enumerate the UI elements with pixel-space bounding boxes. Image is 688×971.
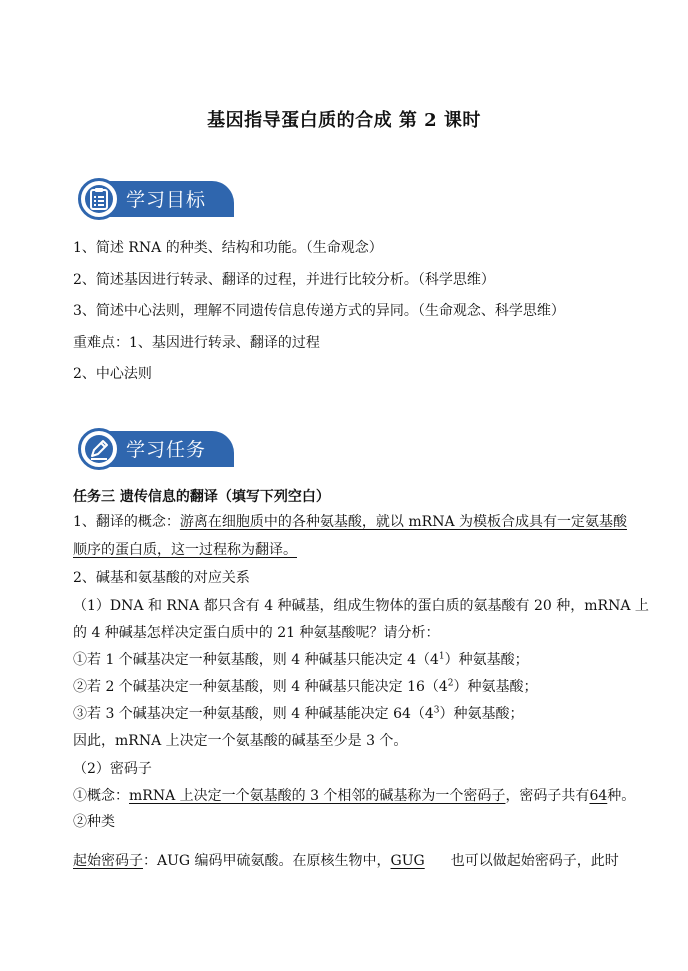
- codon-heading: （2）密码子: [73, 761, 152, 777]
- page-title: 基因指导蛋白质的合成 第 2 课时: [207, 110, 481, 131]
- task3-heading: 任务三 遗传信息的翻译（填写下列空白）: [73, 489, 330, 505]
- start-codon-label: 起始密码子: [73, 853, 143, 869]
- question-line-1: （1）DNA 和 RNA 都只含有 4 种碱基，组成生物体的蛋白质的氨基酸有 20 种，mRNA 上: [73, 598, 649, 614]
- case-2: ②若 2 个碱基决定一种氨基酸，则 4 种碱基只能决定 $16(4^2)$种氨基酸；: [73, 678, 538, 695]
- definition-answer-cont: 顺序的蛋白质，这一过程称为翻译。: [73, 542, 297, 558]
- tasks-banner: [78, 428, 234, 470]
- clipboard-icon: [88, 187, 110, 211]
- goal-1: 1、简述 RNA 的种类、结构和功能。（生命观念）: [73, 240, 383, 256]
- key-point-2: 2、中心法则: [73, 366, 152, 382]
- case-3: ③若 3 个碱基决定一种氨基酸，则 4 种碱基能决定 $64(4^3)$种氨基酸；: [73, 705, 524, 722]
- codon-count: 64: [589, 788, 608, 804]
- start-codon: 起始密码子：AUG 编码甲硫氨酸。在原核生物中，GUG 也可以做起始密码子，此时: [73, 853, 619, 869]
- conclusion: 因此，mRNA 上决定一个氨基酸的碱基至少是 3 个。: [73, 733, 408, 749]
- goal-3: 3、简述中心法则，理解不同遗传信息传递方式的异同。（生命观念、科学思维）: [73, 303, 565, 319]
- case-1: ①若 1 个碱基决定一种氨基酸，则 4 种碱基只能决定 $4(4^1)$种氨基酸；: [73, 651, 529, 668]
- gug-answer: GUG: [390, 853, 425, 869]
- key-points: 重难点：1、基因进行转录、翻译的过程: [73, 335, 320, 351]
- goals-banner-label: 学习目标: [126, 189, 207, 211]
- translation-definition: 1、翻译的概念：游离在细胞质中的各种氨基酸，就以 mRNA 为模板合成具有一定氨基酸: [73, 514, 627, 530]
- pencil-icon: [88, 437, 110, 461]
- definition-answer: 游离在细胞质中的各种氨基酸，就以 mRNA 为模板合成具有一定氨基酸: [179, 514, 627, 530]
- codon-concept: ①概念：mRNA 上决定一个氨基酸的 3 个相邻的碱基称为一个密码子，密码子共有64种。: [73, 788, 636, 804]
- base-aa-heading: 2、碱基和氨基酸的对应关系: [73, 570, 250, 586]
- question-line-2: 的 4 种碱基怎样决定蛋白质中的 21 种氨基酸呢？请分析：: [73, 625, 440, 641]
- codon-answer: mRNA 上决定一个氨基酸的 3 个相邻的碱基称为一个密码子: [129, 788, 506, 804]
- goal-2: 2、简述基因进行转录、翻译的过程，并进行比较分析。（科学思维）: [73, 272, 495, 288]
- translation-definition-cont: [73, 540, 297, 560]
- codon-kinds: ②种类: [73, 814, 115, 830]
- tasks-banner-label: 学习任务: [126, 439, 207, 461]
- goals-banner: [78, 178, 234, 220]
